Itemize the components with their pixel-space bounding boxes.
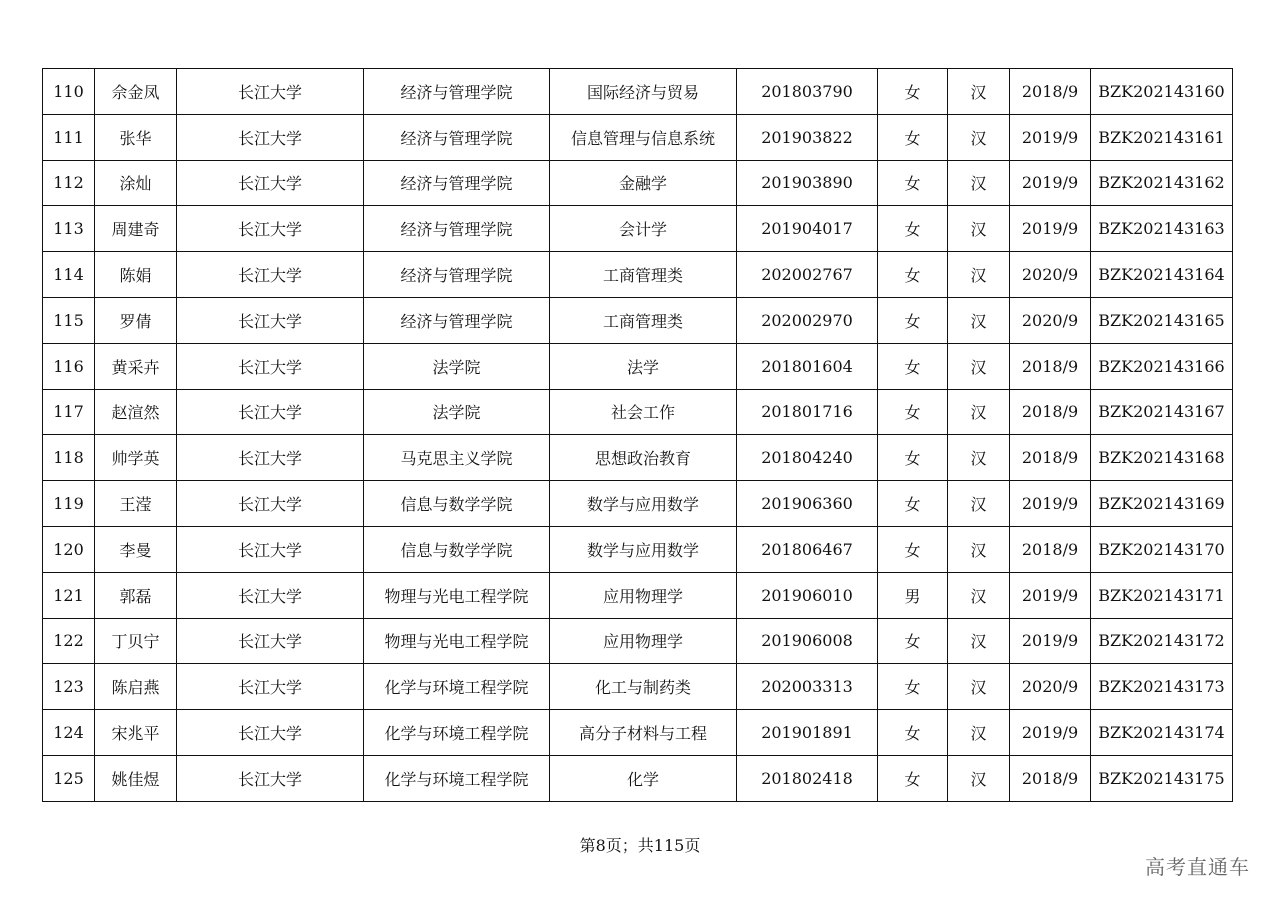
table-row [43, 297, 1233, 343]
cell-gender: 女 [878, 618, 948, 664]
cell-major: 高分子材料与工程 [550, 710, 737, 756]
cell-student-id: 201804240 [737, 435, 878, 481]
student-roster-table [42, 68, 1233, 802]
cell-college: 法学院 [364, 389, 550, 435]
cell-college: 经济与管理学院 [364, 160, 550, 206]
cell-college: 法学院 [364, 343, 550, 389]
page-number: 第8页；共115页 [579, 836, 701, 855]
cell-index: 122 [43, 618, 95, 664]
cell-name: 帅学英 [95, 435, 177, 481]
cell-enrollment: 2018/9 [1010, 526, 1091, 572]
cell-university: 长江大学 [177, 297, 364, 343]
cell-index: 115 [43, 297, 95, 343]
cell-gender: 女 [878, 435, 948, 481]
cell-student-id: 201906360 [737, 481, 878, 527]
cell-index: 114 [43, 252, 95, 298]
cell-cert-number: BZK202143162 [1091, 160, 1233, 206]
cell-ethnicity: 汉 [948, 618, 1010, 664]
cell-gender: 女 [878, 526, 948, 572]
cell-student-id: 201803790 [737, 69, 878, 115]
cell-university: 长江大学 [177, 481, 364, 527]
cell-gender: 女 [878, 114, 948, 160]
cell-cert-number: BZK202143175 [1091, 755, 1233, 801]
cell-university: 长江大学 [177, 389, 364, 435]
cell-college: 马克思主义学院 [364, 435, 550, 481]
table-row [43, 252, 1233, 298]
cell-ethnicity: 汉 [948, 526, 1010, 572]
cell-gender: 女 [878, 664, 948, 710]
cell-major: 应用物理学 [550, 618, 737, 664]
cell-major: 会计学 [550, 206, 737, 252]
cell-university: 长江大学 [177, 343, 364, 389]
cell-cert-number: BZK202143160 [1091, 69, 1233, 115]
cell-gender: 女 [878, 297, 948, 343]
cell-ethnicity: 汉 [948, 160, 1010, 206]
cell-ethnicity: 汉 [948, 710, 1010, 756]
cell-university: 长江大学 [177, 755, 364, 801]
cell-enrollment: 2020/9 [1010, 252, 1091, 298]
cell-university: 长江大学 [177, 252, 364, 298]
cell-ethnicity: 汉 [948, 435, 1010, 481]
cell-major: 工商管理类 [550, 297, 737, 343]
cell-cert-number: BZK202143169 [1091, 481, 1233, 527]
cell-college: 化学与环境工程学院 [364, 664, 550, 710]
cell-gender: 女 [878, 206, 948, 252]
cell-enrollment: 2020/9 [1010, 664, 1091, 710]
cell-college: 经济与管理学院 [364, 252, 550, 298]
cell-student-id: 201903822 [737, 114, 878, 160]
cell-university: 长江大学 [177, 526, 364, 572]
cell-name: 张华 [95, 114, 177, 160]
cell-college: 经济与管理学院 [364, 69, 550, 115]
cell-name: 宋兆平 [95, 710, 177, 756]
cell-major: 国际经济与贸易 [550, 69, 737, 115]
cell-student-id: 201904017 [737, 206, 878, 252]
cell-major: 金融学 [550, 160, 737, 206]
cell-index: 118 [43, 435, 95, 481]
cell-ethnicity: 汉 [948, 206, 1010, 252]
cell-gender: 女 [878, 710, 948, 756]
cell-enrollment: 2019/9 [1010, 572, 1091, 618]
cell-college: 经济与管理学院 [364, 114, 550, 160]
cell-student-id: 201806467 [737, 526, 878, 572]
table-row [43, 481, 1233, 527]
cell-enrollment: 2019/9 [1010, 206, 1091, 252]
cell-student-id: 202002970 [737, 297, 878, 343]
cell-major: 化学 [550, 755, 737, 801]
cell-university: 长江大学 [177, 710, 364, 756]
cell-gender: 男 [878, 572, 948, 618]
cell-index: 119 [43, 481, 95, 527]
cell-enrollment: 2019/9 [1010, 618, 1091, 664]
table-row [43, 710, 1233, 756]
cell-enrollment: 2020/9 [1010, 297, 1091, 343]
cell-name: 陈启燕 [95, 664, 177, 710]
cell-name: 罗倩 [95, 297, 177, 343]
table-row [43, 435, 1233, 481]
cell-enrollment: 2018/9 [1010, 389, 1091, 435]
table-row [43, 114, 1233, 160]
cell-ethnicity: 汉 [948, 755, 1010, 801]
cell-index: 123 [43, 664, 95, 710]
cell-name: 佘金凤 [95, 69, 177, 115]
cell-cert-number: BZK202143168 [1091, 435, 1233, 481]
cell-enrollment: 2019/9 [1010, 481, 1091, 527]
cell-index: 116 [43, 343, 95, 389]
cell-student-id: 201801604 [737, 343, 878, 389]
cell-major: 数学与应用数学 [550, 481, 737, 527]
table-row [43, 343, 1233, 389]
cell-gender: 女 [878, 343, 948, 389]
cell-college: 物理与光电工程学院 [364, 572, 550, 618]
cell-gender: 女 [878, 160, 948, 206]
cell-index: 113 [43, 206, 95, 252]
table-row [43, 206, 1233, 252]
cell-index: 121 [43, 572, 95, 618]
cell-student-id: 201901891 [737, 710, 878, 756]
cell-enrollment: 2019/9 [1010, 114, 1091, 160]
cell-ethnicity: 汉 [948, 572, 1010, 618]
cell-ethnicity: 汉 [948, 252, 1010, 298]
cell-student-id: 201802418 [737, 755, 878, 801]
cell-ethnicity: 汉 [948, 481, 1010, 527]
cell-university: 长江大学 [177, 114, 364, 160]
cell-name: 陈娟 [95, 252, 177, 298]
cell-enrollment: 2018/9 [1010, 343, 1091, 389]
cell-major: 法学 [550, 343, 737, 389]
cell-name: 周建奇 [95, 206, 177, 252]
cell-gender: 女 [878, 252, 948, 298]
cell-name: 赵渲然 [95, 389, 177, 435]
cell-cert-number: BZK202143173 [1091, 664, 1233, 710]
cell-ethnicity: 汉 [948, 297, 1010, 343]
cell-cert-number: BZK202143161 [1091, 114, 1233, 160]
cell-cert-number: BZK202143166 [1091, 343, 1233, 389]
cell-student-id: 202003313 [737, 664, 878, 710]
table-row [43, 160, 1233, 206]
cell-name: 郭磊 [95, 572, 177, 618]
cell-college: 信息与数学学院 [364, 481, 550, 527]
table-row [43, 389, 1233, 435]
table-row [43, 664, 1233, 710]
table-row [43, 69, 1233, 115]
cell-cert-number: BZK202143172 [1091, 618, 1233, 664]
cell-university: 长江大学 [177, 618, 364, 664]
cell-ethnicity: 汉 [948, 664, 1010, 710]
cell-major: 信息管理与信息系统 [550, 114, 737, 160]
cell-index: 124 [43, 710, 95, 756]
cell-major: 工商管理类 [550, 252, 737, 298]
cell-university: 长江大学 [177, 206, 364, 252]
cell-gender: 女 [878, 389, 948, 435]
cell-major: 化工与制药类 [550, 664, 737, 710]
cell-university: 长江大学 [177, 572, 364, 618]
cell-cert-number: BZK202143174 [1091, 710, 1233, 756]
cell-major: 应用物理学 [550, 572, 737, 618]
cell-university: 长江大学 [177, 69, 364, 115]
cell-cert-number: BZK202143170 [1091, 526, 1233, 572]
cell-college: 经济与管理学院 [364, 206, 550, 252]
cell-ethnicity: 汉 [948, 389, 1010, 435]
cell-cert-number: BZK202143165 [1091, 297, 1233, 343]
cell-index: 112 [43, 160, 95, 206]
cell-major: 思想政治教育 [550, 435, 737, 481]
cell-student-id: 201801716 [737, 389, 878, 435]
cell-enrollment: 2019/9 [1010, 710, 1091, 756]
watermark: 高考直通车 [1145, 855, 1250, 879]
cell-student-id: 201906010 [737, 572, 878, 618]
cell-major: 数学与应用数学 [550, 526, 737, 572]
cell-university: 长江大学 [177, 160, 364, 206]
cell-enrollment: 2018/9 [1010, 69, 1091, 115]
cell-ethnicity: 汉 [948, 69, 1010, 115]
cell-name: 黄采卉 [95, 343, 177, 389]
cell-name: 王滢 [95, 481, 177, 527]
cell-name: 丁贝宁 [95, 618, 177, 664]
cell-ethnicity: 汉 [948, 114, 1010, 160]
cell-cert-number: BZK202143167 [1091, 389, 1233, 435]
cell-college: 经济与管理学院 [364, 297, 550, 343]
cell-college: 化学与环境工程学院 [364, 710, 550, 756]
table-body [43, 69, 1233, 802]
cell-enrollment: 2019/9 [1010, 160, 1091, 206]
cell-index: 125 [43, 755, 95, 801]
cell-college: 信息与数学学院 [364, 526, 550, 572]
table-row [43, 572, 1233, 618]
cell-name: 李曼 [95, 526, 177, 572]
cell-index: 111 [43, 114, 95, 160]
cell-student-id: 201906008 [737, 618, 878, 664]
cell-ethnicity: 汉 [948, 343, 1010, 389]
cell-name: 涂灿 [95, 160, 177, 206]
cell-index: 120 [43, 526, 95, 572]
cell-major: 社会工作 [550, 389, 737, 435]
cell-gender: 女 [878, 481, 948, 527]
cell-index: 117 [43, 389, 95, 435]
cell-university: 长江大学 [177, 664, 364, 710]
cell-name: 姚佳煜 [95, 755, 177, 801]
table-row [43, 618, 1233, 664]
cell-student-id: 202002767 [737, 252, 878, 298]
cell-enrollment: 2018/9 [1010, 755, 1091, 801]
cell-cert-number: BZK202143171 [1091, 572, 1233, 618]
cell-cert-number: BZK202143164 [1091, 252, 1233, 298]
table-row [43, 755, 1233, 801]
cell-cert-number: BZK202143163 [1091, 206, 1233, 252]
cell-gender: 女 [878, 69, 948, 115]
cell-index: 110 [43, 69, 95, 115]
table-row [43, 526, 1233, 572]
cell-college: 物理与光电工程学院 [364, 618, 550, 664]
cell-gender: 女 [878, 755, 948, 801]
cell-university: 长江大学 [177, 435, 364, 481]
cell-enrollment: 2018/9 [1010, 435, 1091, 481]
cell-student-id: 201903890 [737, 160, 878, 206]
cell-college: 化学与环境工程学院 [364, 755, 550, 801]
